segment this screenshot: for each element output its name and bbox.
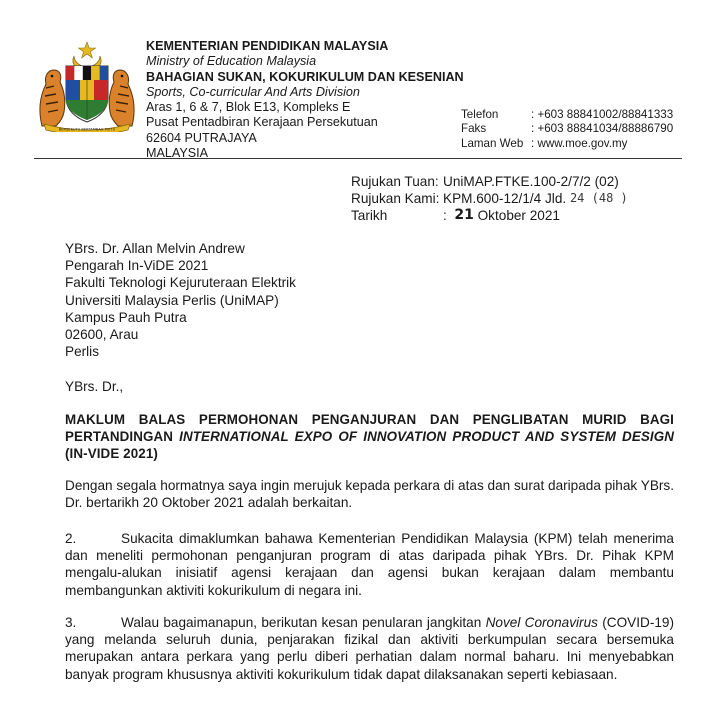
date-row (351, 207, 628, 224)
recipient-line: Perlis (65, 344, 99, 360)
paragraph-number: 3. (65, 615, 77, 630)
recipient-address (65, 240, 296, 360)
address-line: Pusat Pentadbiran Kerajaan Persekutuan (146, 115, 378, 130)
paragraph-body-continued: (COVID-19) yang melanda seluruh dunia, penjarakan fizikal dan aktiviti berkumpulan secara bersemuka merupakan antara perkara yang perlu diberi perhatian dalam normal baharu. Ini menyebabkan banyak program khususnya aktiviti kokurikulum tidak dapat dilaksanakan seperti kebiasaan. (65, 615, 674, 682)
subject-italic-text: INTERNATIONAL EXPO OF INNOVATION PRODUCT AND SYSTEM DESIGN (179, 429, 674, 445)
address-line: 62604 PUTRAJAYA (146, 130, 257, 145)
website-label: Laman Web (461, 136, 524, 150)
paragraph-1: Dengan segala hormatnya saya ingin merujuk kepada perkara di atas dan surat daripada pihak YBrs. Dr. bertarikh 20 Oktober 2021 adalah berkaitan. (65, 478, 674, 511)
phone-value: : +603 88841002/88841333 (531, 108, 674, 121)
subject-text: MAKLUM BALAS PERMOHONAN PENGANJURAN DAN PENGLIBATAN MURID BAGI PERTANDINGAN (65, 412, 674, 445)
recipient-line: Fakulti Teknologi Kejuruteraan Elektrik (65, 275, 296, 291)
paragraph-number: 2. (65, 531, 77, 546)
your-reference-label: Rujukan Tuan: (351, 174, 439, 189)
subject-text-end: (IN-VIDE 2021) (65, 446, 158, 462)
website-row (461, 137, 673, 151)
our-reference-row (351, 190, 628, 207)
recipient-line: Kampus Pauh Putra (65, 309, 187, 325)
reference-block (351, 173, 628, 224)
recipient-line: Universiti Malaysia Perlis (UniMAP) (65, 292, 279, 308)
letterhead (146, 39, 464, 161)
recipient-line: 02600, Arau (65, 327, 139, 343)
fax-row (461, 122, 673, 136)
your-reference-row (351, 173, 628, 190)
address-line: Aras 1, 6 & 7, Blok E13, Kompleks E (146, 100, 351, 115)
recipient-line: Pengarah In-ViDE 2021 (65, 258, 209, 274)
our-reference-handwritten: 24 (48 ) (569, 191, 628, 205)
our-reference-label: Rujukan Kami: (351, 191, 440, 206)
our-reference-value: KPM.600-12/1/4 Jld. (443, 191, 567, 206)
ministry-name-english: Ministry of Education Malaysia (146, 54, 317, 69)
division-name-english: Sports, Co-curricular And Arts Division (146, 84, 360, 99)
address-line: MALAYSIA (146, 146, 209, 161)
date-label: Tarikh (351, 208, 388, 223)
fax-value: : +603 88841034/88886790 (531, 122, 674, 136)
ministry-name: KEMENTERIAN PENDIDIKAN MALAYSIA (146, 39, 389, 53)
paragraph-italic-term: Novel Coronavirus (485, 615, 598, 630)
phone-label: Telefon (461, 108, 499, 121)
date-day-handwritten: 21 (454, 207, 474, 223)
recipient-line: YBrs. Dr. Allan Melvin Andrew (65, 241, 245, 256)
paragraph-body: Walau bagaimanapun, berikutan kesan penularan jangkitan (121, 615, 486, 630)
letter-subject (65, 411, 674, 463)
paragraph-3 (65, 614, 674, 683)
header-divider (34, 158, 682, 159)
website-value: : www.moe.gov.my (531, 136, 628, 150)
salutation: YBrs. Dr., (65, 379, 124, 394)
fax-label: Faks (461, 122, 487, 136)
coat-of-arms-emblem (34, 40, 140, 132)
contact-block (461, 108, 673, 151)
paragraph-2 (65, 530, 674, 599)
date-month-year: Oktober 2021 (477, 208, 560, 223)
division-name: BAHAGIAN SUKAN, KOKURIKULUM DAN KESENIAN (146, 69, 464, 84)
phone-row (461, 108, 673, 122)
date-colon: : (443, 208, 447, 223)
paragraph-body: Sukacita dimaklumkan bahawa Kementerian Pendidikan Malaysia (KPM) telah menerima dan meneliti permohonan penganjuran program di atas daripada pihak YBrs. Dr. Pihak KPM mengalu-alukan inisiatif agensi kerajaan dan agensi bukan kerajaan dalam membantu membangunkan aktiviti kokurikulum di negara ini. (65, 531, 674, 598)
crest-motto: BERSEKUTU BERTAMBAH MUTU (58, 127, 116, 132)
your-reference-value: UniMAP.FTKE.100-2/7/2 (02) (443, 174, 619, 189)
